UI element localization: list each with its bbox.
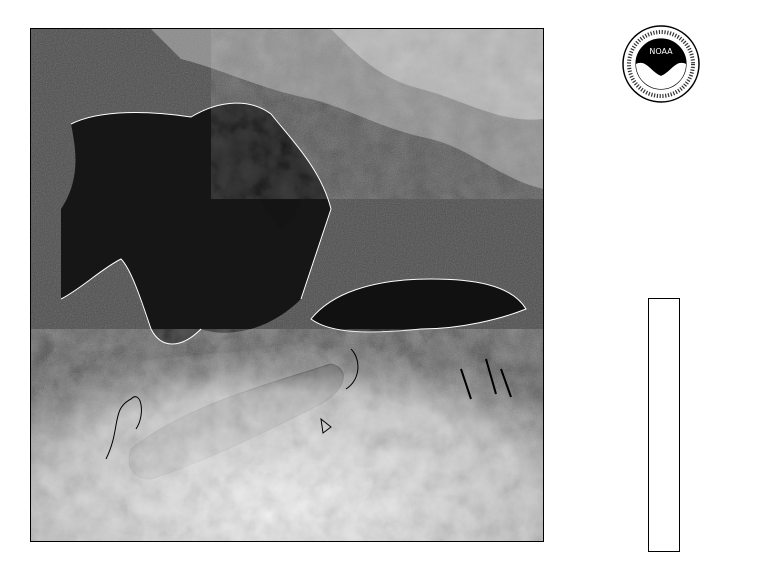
noaa-logo (621, 24, 701, 104)
reflectance-scale-bar (648, 298, 680, 552)
logo-text: NOAA (649, 47, 673, 56)
satellite-image (30, 28, 544, 542)
